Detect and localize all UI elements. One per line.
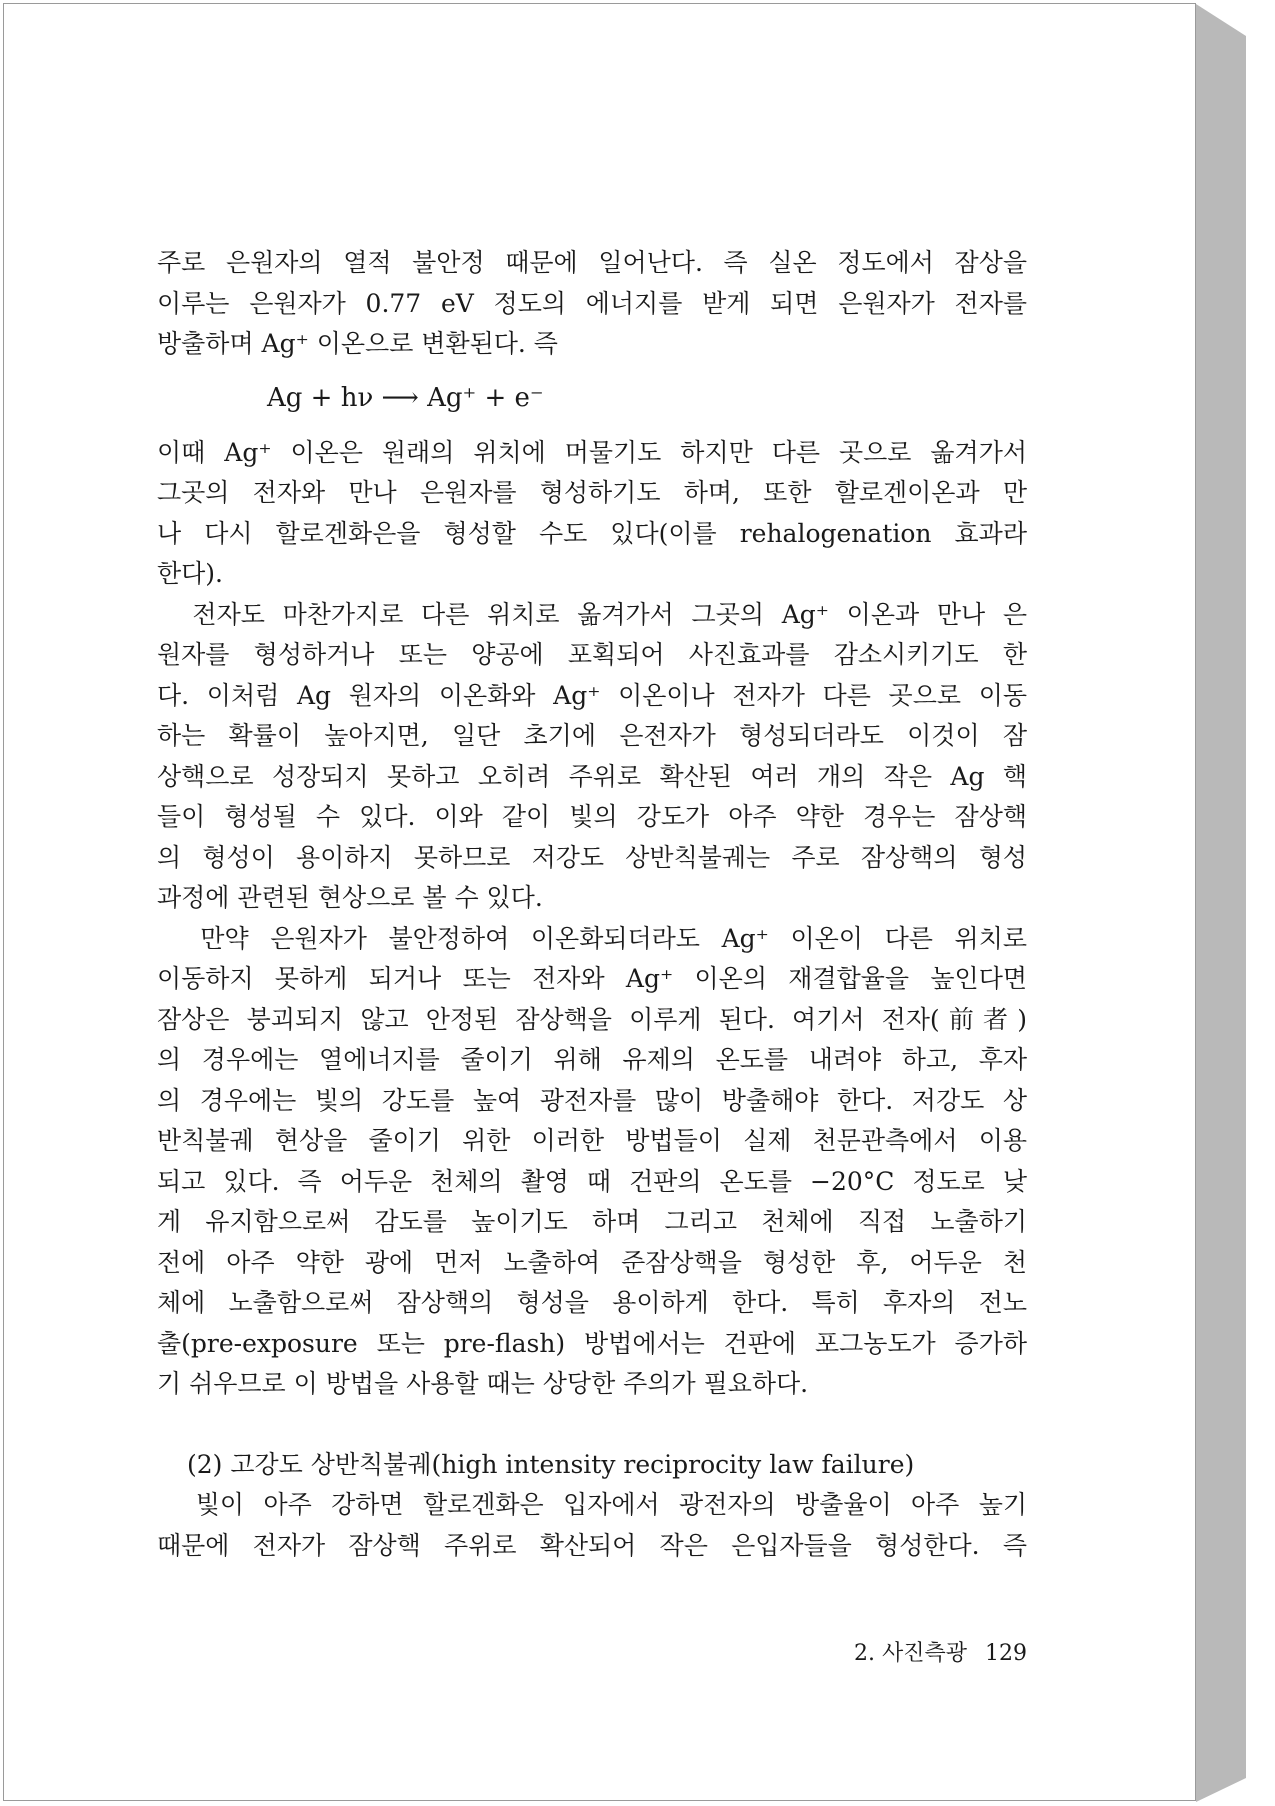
page-number: 129 <box>985 1641 1027 1666</box>
body-line: 잠상은 붕괴되지 않고 안정된 잠상핵을 이루게 된다. 여기서 전자(前者) <box>157 1004 1027 1034</box>
body-line: 체에 노출함으로써 잠상핵의 형성을 용이하게 한다. 특히 후자의 전노 <box>157 1288 1027 1317</box>
body-line: 그곳의 전자와 만나 은원자를 형성하기도 하며, 또한 할로겐이온과 만 <box>157 478 1027 507</box>
body-line: 만약 은원자가 불안정하여 이온화되더라도 Ag⁺ 이온이 다른 위치로 <box>157 923 1027 953</box>
body-line: 출(pre-exposure 또는 pre-flash) 방법에서는 건판에 포그농도가 증가하 <box>157 1328 1027 1358</box>
body-line: 전자도 마찬가지로 다른 위치로 옮겨가서 그곳의 Ag⁺ 이온과 만나 은 <box>157 599 1027 629</box>
body-line: 되고 있다. 즉 어두운 천체의 촬영 때 건판의 온도를 −20°C 정도로 낮 <box>157 1166 1027 1196</box>
section-heading: (2) 고강도 상반칙불궤(high intensity reciprocity law failure) <box>187 1449 915 1479</box>
body-line: 과정에 관련된 현상으로 볼 수 있다. <box>157 883 543 912</box>
body-line: 들이 형성될 수 있다. 이와 같이 빛의 강도가 아주 약한 경우는 잠상핵 <box>157 802 1027 831</box>
body-line: 의 경우에는 열에너지를 줄이기 위해 유제의 온도를 내려야 하고, 후자 <box>157 1045 1027 1074</box>
page-body <box>157 243 1027 1566</box>
body-line: 게 유지함으로써 감도를 높이기도 하며 그리고 천체에 직접 노출하기 <box>157 1207 1027 1236</box>
body-line: 빛이 아주 강하면 할로겐화은 입자에서 광전자의 방출율이 아주 높기 <box>157 1490 1027 1519</box>
book-thickness-edge <box>1196 4 1246 1802</box>
body-line: 이루는 은원자가 0.77 eV 정도의 에너지를 받게 되면 은원자가 전자를 <box>157 288 1027 318</box>
body-line: 하는 확률이 높아지면, 일단 초기에 은전자가 형성되더라도 이것이 잠 <box>157 721 1027 750</box>
body-line: 의 형성이 용이하지 못하므로 저강도 상반칙불궤는 주로 잠상핵의 형성 <box>157 842 1027 872</box>
body-line: 다. 이처럼 Ag 원자의 이온화와 Ag⁺ 이온이나 전자가 다른 곳으로 이동 <box>157 680 1027 710</box>
body-line: 이때 Ag⁺ 이온은 원래의 위치에 머물기도 하지만 다른 곳으로 옮겨가서 <box>157 437 1027 467</box>
page-footer <box>817 1636 1027 1667</box>
chemical-equation: Ag + hν ⟶ Ag⁺ + e⁻ <box>267 382 544 413</box>
body-line: 상핵으로 성장되지 못하고 오히려 주위로 확산된 여러 개의 작은 Ag 핵 <box>157 761 1027 791</box>
section-spacer <box>157 1405 1027 1445</box>
body-line: 의 경우에는 빛의 강도를 높여 광전자를 많이 방출해야 한다. 저강도 상 <box>157 1085 1027 1115</box>
body-line: 한다). <box>157 559 224 588</box>
body-line: 전에 아주 약한 광에 먼저 노출하여 준잠상핵을 형성한 후, 어두운 천 <box>157 1247 1027 1277</box>
body-line: 방출하며 Ag⁺ 이온으로 변환된다. 즉 <box>157 329 558 358</box>
body-line: 때문에 전자가 잠상핵 주위로 확산되어 작은 은입자들을 형성한다. 즉 <box>157 1530 1027 1560</box>
body-line: 반칙불궤 현상을 줄이기 위한 이러한 방법들이 실제 천문관측에서 이용 <box>157 1126 1027 1155</box>
body-line: 원자를 형성하거나 또는 양공에 포획되어 사진효과를 감소시키기도 한 <box>157 640 1027 669</box>
body-line: 이동하지 못하게 되거나 또는 전자와 Ag⁺ 이온의 재결합율을 높인다면 <box>157 964 1027 993</box>
body-line: 나 다시 할로겐화은을 형성할 수도 있다(이를 rehalogenation 효과라 <box>157 518 1027 548</box>
running-footer-section: 2. 사진측광 <box>854 1641 967 1666</box>
body-line: 기 쉬우므로 이 방법을 사용할 때는 상당한 주의가 필요하다. <box>157 1369 809 1398</box>
body-line: 주로 은원자의 열적 불안정 때문에 일어난다. 즉 실온 정도에서 잠상을 <box>157 248 1027 277</box>
